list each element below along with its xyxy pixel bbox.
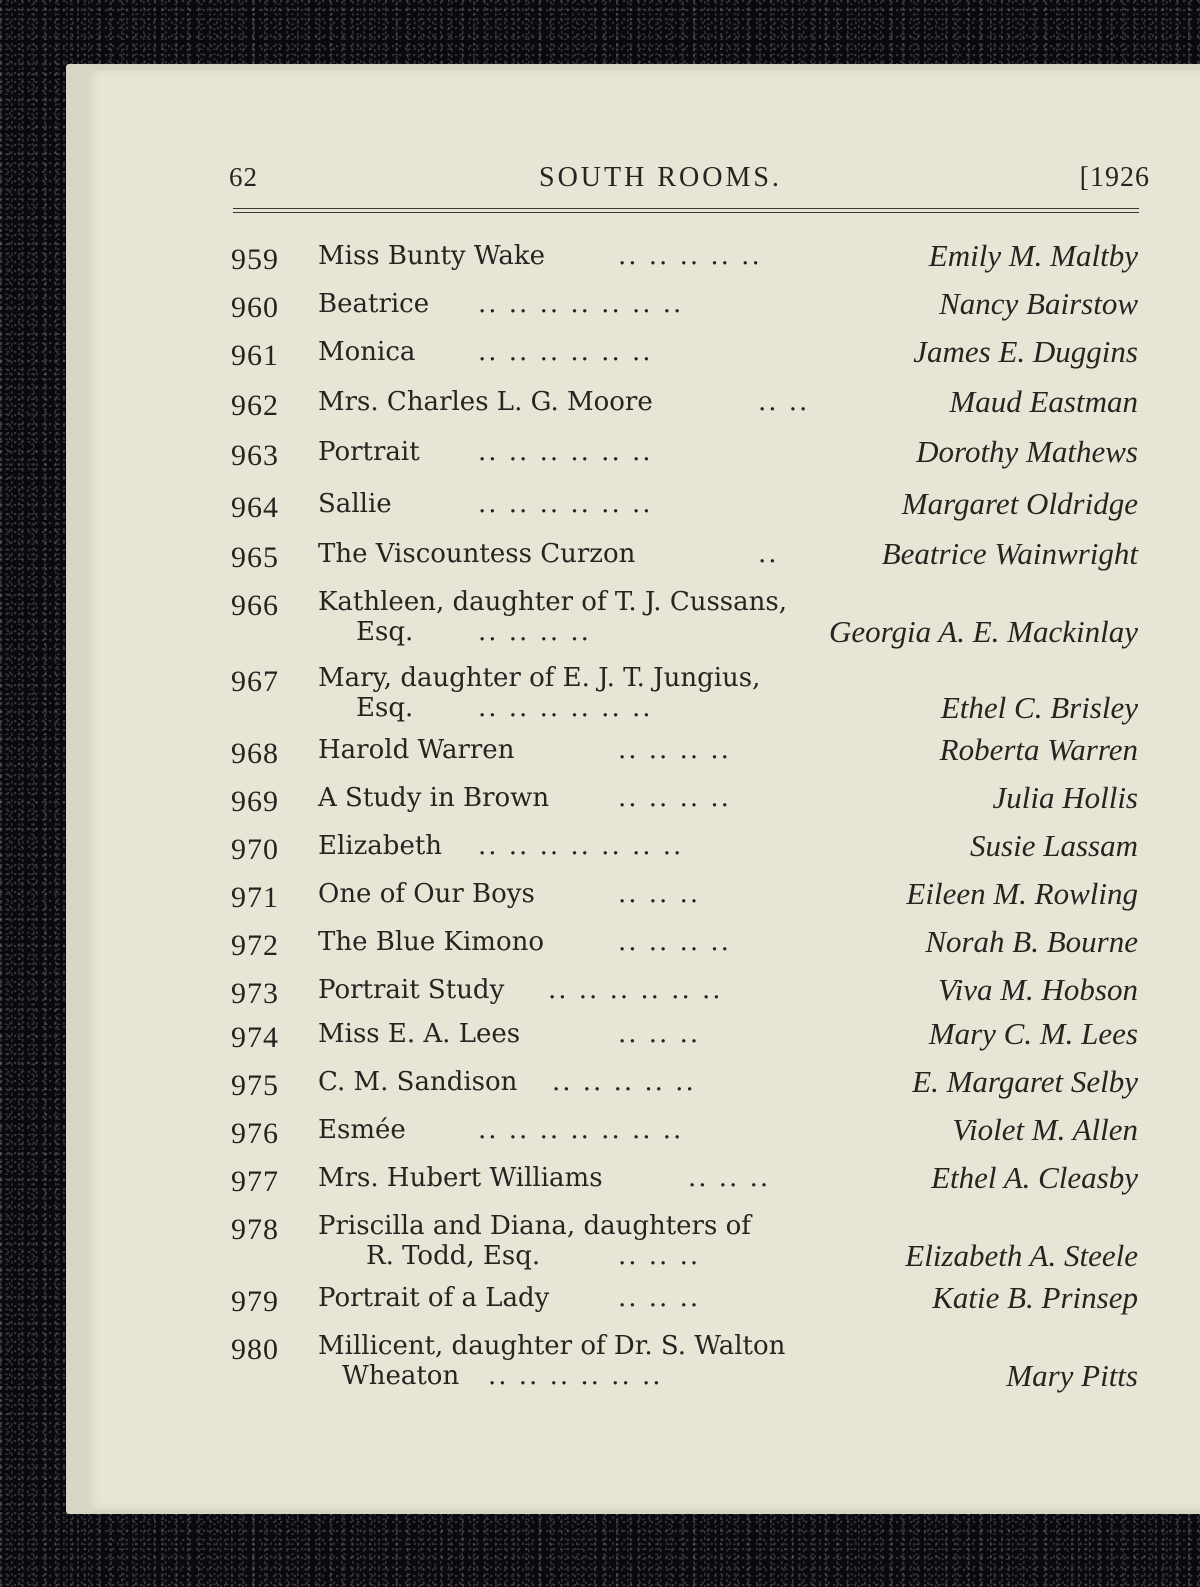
entry-number: 977 <box>231 1165 279 1198</box>
entry-number: 980 <box>231 1333 279 1366</box>
entry-number: 976 <box>231 1117 279 1150</box>
dot-leader: .. .. .. .. .. .. <box>478 489 653 519</box>
entry-number: 974 <box>231 1021 279 1054</box>
dot-leader: .. .. .. .. .. .. <box>488 1361 663 1391</box>
dot-leader: .. .. .. .. <box>618 927 731 957</box>
entry-artist: Beatrice Wainwright <box>881 536 1138 571</box>
dot-leader: .. .. .. .. .. <box>552 1067 696 1097</box>
entry-number: 959 <box>231 243 279 276</box>
entry-number: 971 <box>231 881 279 914</box>
entry-title-continued: Wheaton <box>342 1361 460 1391</box>
book-page <box>86 70 1200 1510</box>
entry-artist: Julia Hollis <box>992 780 1138 815</box>
entry-title: Harold Warren <box>318 735 515 765</box>
dot-leader: .. .. .. .. .. .. .. <box>478 289 684 319</box>
entry-title: Monica <box>318 337 416 367</box>
entry-artist: Dorothy Mathews <box>916 434 1138 469</box>
entry-title: Mrs. Hubert Williams <box>318 1163 603 1193</box>
entry-title-continued: Esq. <box>356 693 414 723</box>
dot-leader: .. .. .. .. <box>478 617 591 647</box>
entry-artist: Violet M. Allen <box>952 1112 1138 1147</box>
dot-leader: .. .. .. .. .. .. <box>478 337 653 367</box>
entry-title: Priscilla and Diana, daughters of <box>318 1211 751 1241</box>
entry-title: Kathleen, daughter of T. J. Cussans, <box>318 587 787 617</box>
entry-number: 964 <box>231 491 279 524</box>
entry-title-continued: Esq. <box>356 617 414 647</box>
catalogue-year: [1926 <box>1079 162 1150 193</box>
entry-title: Elizabeth <box>318 831 443 861</box>
entry-number: 968 <box>231 737 279 770</box>
entry-number: 970 <box>231 833 279 866</box>
entry-number: 961 <box>231 339 279 372</box>
entry-artist: Emily M. Maltby <box>928 238 1138 273</box>
entry-title: The Blue Kimono <box>318 927 545 957</box>
section-title: SOUTH ROOMS. <box>539 162 782 193</box>
entry-artist: Ethel C. Brisley <box>940 690 1138 725</box>
entry-artist: Viva M. Hobson <box>937 972 1138 1007</box>
entry-number: 966 <box>231 589 279 622</box>
running-header <box>86 162 1200 202</box>
entry-number: 972 <box>231 929 279 962</box>
entry-title: Mary, daughter of E. J. T. Jungius, <box>318 663 761 693</box>
entry-artist: Elizabeth A. Steele <box>905 1238 1138 1273</box>
dot-leader: .. .. .. .. .. .. .. <box>478 831 684 861</box>
entry-artist: Mary C. M. Lees <box>928 1016 1138 1051</box>
dot-leader: .. .. .. <box>688 1163 771 1193</box>
entry-artist: Roberta Warren <box>939 732 1138 767</box>
entry-number: 979 <box>231 1285 279 1318</box>
entry-artist: Georgia A. E. Mackinlay <box>828 614 1138 649</box>
entry-title: Portrait of a Lady <box>318 1283 550 1313</box>
entry-title: Millicent, daughter of Dr. S. Walton <box>318 1331 786 1361</box>
entry-title: The Viscountess Curzon <box>318 539 636 569</box>
entry-number: 962 <box>231 389 279 422</box>
entry-title: Beatrice <box>318 289 430 319</box>
entry-title: One of Our Boys <box>318 879 535 909</box>
dot-leader: .. <box>758 539 779 569</box>
entry-title: Sallie <box>318 489 392 519</box>
entry-artist: Ethel A. Cleasby <box>931 1160 1138 1195</box>
entry-title: Mrs. Charles L. G. Moore <box>318 387 653 417</box>
entry-artist: Eileen M. Rowling <box>906 876 1138 911</box>
entry-number: 963 <box>231 439 279 472</box>
dot-leader: .. .. .. <box>618 1019 701 1049</box>
entry-artist: Margaret Oldridge <box>901 486 1138 521</box>
entry-artist: Norah B. Bourne <box>925 924 1138 959</box>
page-number: 62 <box>229 162 258 192</box>
entry-title: Miss E. A. Lees <box>318 1019 521 1049</box>
entry-artist: Nancy Bairstow <box>939 286 1138 321</box>
entry-title: Portrait <box>318 437 420 467</box>
dot-leader: .. .. .. <box>618 1283 701 1313</box>
entry-title: Esmée <box>318 1115 406 1145</box>
entry-number: 965 <box>231 541 279 574</box>
entry-artist: Mary Pitts <box>1006 1358 1138 1393</box>
entry-title-continued: R. Todd, Esq. <box>366 1241 541 1271</box>
dot-leader: .. .. .. .. <box>618 783 731 813</box>
entry-number: 975 <box>231 1069 279 1102</box>
dot-leader: .. .. .. .. .. .. <box>478 437 653 467</box>
entry-artist: James E. Duggins <box>913 334 1138 369</box>
entry-title: Portrait Study <box>318 975 505 1005</box>
dot-leader: .. .. .. .. .. .. <box>548 975 723 1005</box>
entry-title: A Study in Brown <box>318 783 550 813</box>
entry-number: 960 <box>231 291 279 324</box>
entry-artist: Susie Lassam <box>970 828 1138 863</box>
entry-artist: Katie B. Prinsep <box>932 1280 1138 1315</box>
dot-leader: .. .. .. <box>618 1241 701 1271</box>
entry-number: 978 <box>231 1213 279 1246</box>
dot-leader: .. .. .. .. .. <box>618 241 762 271</box>
dot-leader: .. .. .. .. <box>618 735 731 765</box>
header-double-rule <box>233 208 1139 213</box>
dot-leader: .. .. .. .. .. .. .. <box>478 1115 684 1145</box>
entry-artist: Maud Eastman <box>949 384 1138 419</box>
dot-leader: .. .. <box>758 387 810 417</box>
entry-number: 973 <box>231 977 279 1010</box>
entry-number: 967 <box>231 665 279 698</box>
entry-title: C. M. Sandison <box>318 1067 518 1097</box>
entry-title: Miss Bunty Wake <box>318 241 545 271</box>
entry-artist: E. Margaret Selby <box>912 1064 1138 1099</box>
entry-number: 969 <box>231 785 279 818</box>
dot-leader: .. .. .. <box>618 879 701 909</box>
dot-leader: .. .. .. .. .. .. <box>478 693 653 723</box>
